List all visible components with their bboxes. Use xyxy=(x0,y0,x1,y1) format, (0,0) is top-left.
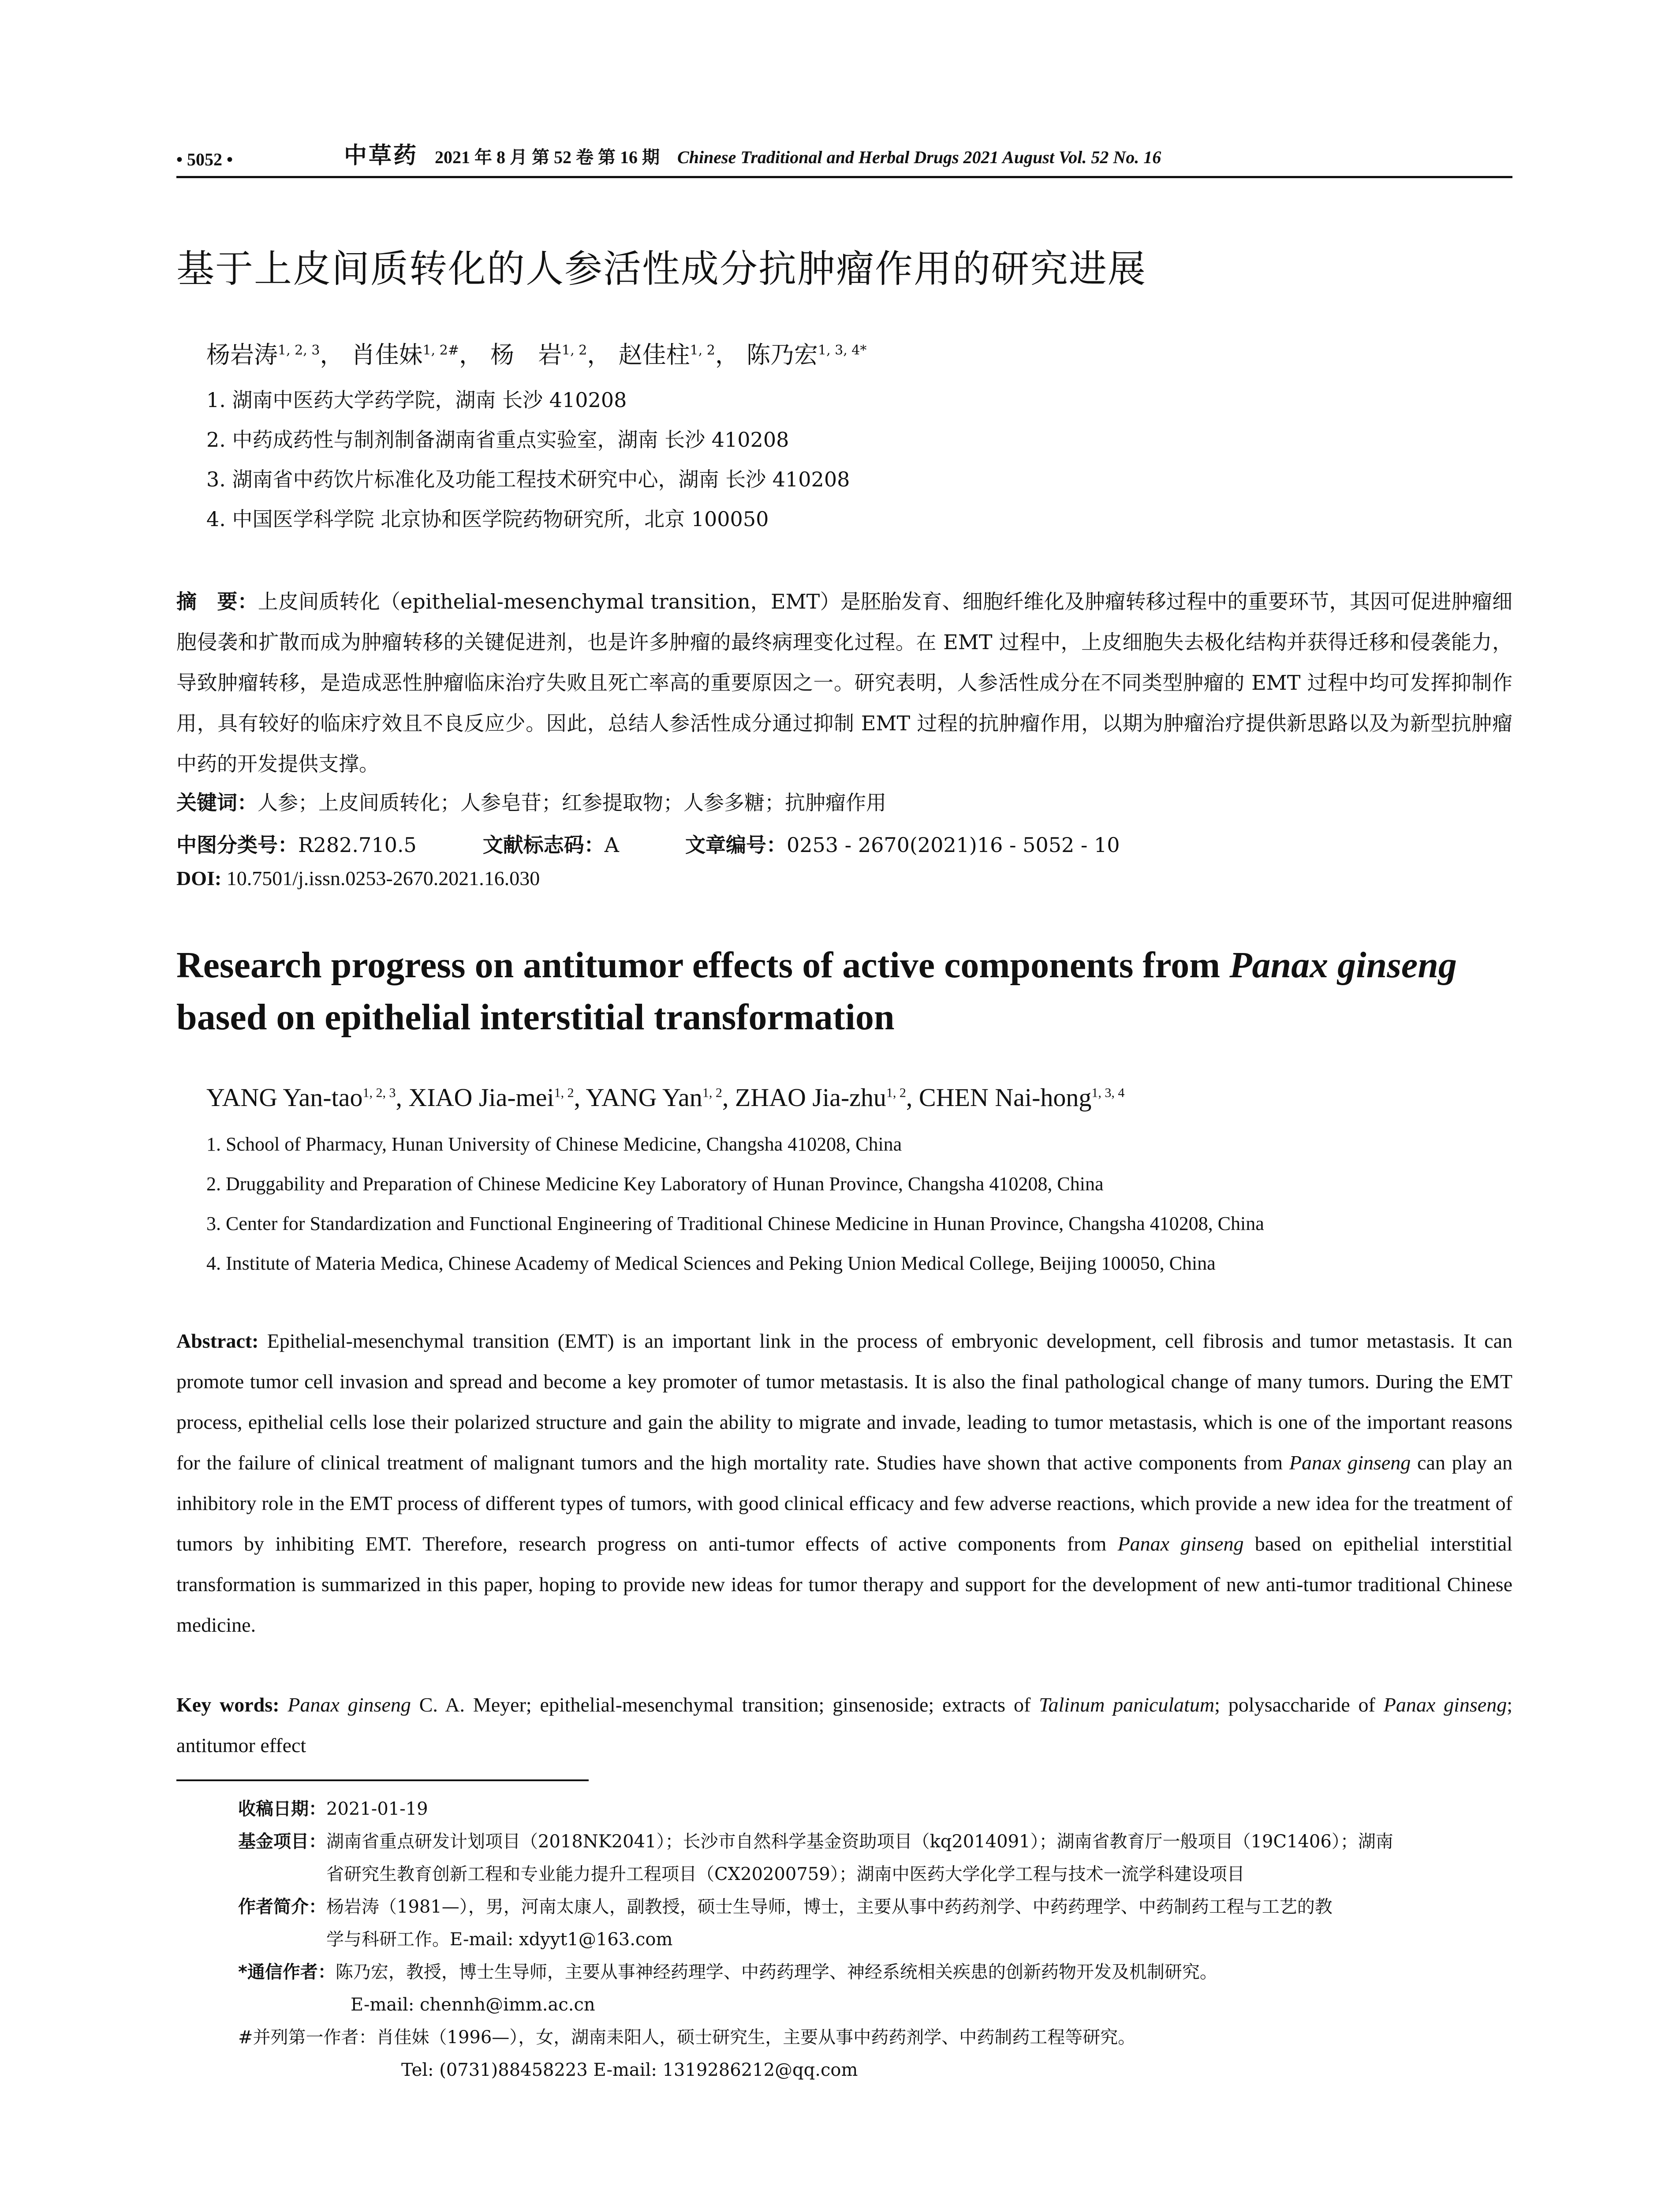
author-en: ZHAO Jia-zhu xyxy=(735,1083,886,1112)
clc-label: 中图分类号： xyxy=(176,833,298,857)
affiliation-en: 1. School of Pharmacy, Hunan University of Chinese Medicine, Changsha 410208, China xyxy=(206,1133,902,1155)
clc-value: R282.710.5 xyxy=(298,833,417,857)
journal-name-cn: 中草药 xyxy=(344,142,418,169)
author-en: YANG Yan-tao xyxy=(206,1083,363,1112)
affiliation-en: 4. Institute of Materia Medica, Chinese Academy of Medical Sciences and Peking Union Medical College, Beijing 100050, China xyxy=(206,1252,1216,1274)
abstract-cn-text: 上皮间质转化（epithelial-mesenchymal transition，EMT）是胚胎发育、细胞纤维化及肿瘤转移过程中的重要环节，其因可促进肿瘤细胞侵袭和扩散而成为肿瘤转移的关键促进剂，也是许多肿瘤的最终病理变化过程。在 EMT 过程中，上皮细胞失去极化结构并获得迁移和侵袭能力，导致肿瘤转移，是造成恶性肿瘤临床治疗失败且死亡率高的重要原因之一。研究表明，人参活性成分在不同类型肿瘤的 EMT 过程中均可发挥抑制作用，具有较好的临床疗效且不良反应少。因此，总结人参活性成分通过抑制 EMT 过程的抗肿瘤作用，以期为肿瘤治疗提供新思路以及为新型抗肿瘤中药的开发提供支撑。 xyxy=(176,590,1513,776)
author-affil-marker: 1, 2, 3 xyxy=(362,1085,396,1100)
running-header xyxy=(176,140,1512,178)
doc-code-value: A xyxy=(604,833,619,857)
corresponding-email: E-mail: chennh@imm.ac.cn xyxy=(351,1995,595,2015)
article-title-cn: 基于上皮间质转化的人参活性成分抗肿瘤作用的研究进展 xyxy=(176,247,1146,291)
affiliations-en xyxy=(206,1125,1264,1283)
co-first-label: #并列第一作者： xyxy=(238,2027,377,2048)
keywords-en-label: Key words: xyxy=(176,1693,280,1716)
species-name: Panax ginseng xyxy=(1289,1451,1411,1474)
corresponding-text: 陈乃宏，教授，博士生导师，主要从事神经药理学、中药药理学、神经系统相关疾患的创新药物开发及机制研究。 xyxy=(335,1962,1217,1982)
keywords-en-text: ; polysaccharide of xyxy=(1214,1693,1384,1716)
article-title-en xyxy=(176,939,1512,1043)
co-first-text: 肖佳妹（1996—），女，湖南耒阳人，硕士研究生，主要从事中药药剂学、中药制药工程等研究。 xyxy=(376,2027,1136,2048)
classification-line xyxy=(176,829,1186,858)
abstract-en-label: Abstract: xyxy=(176,1330,259,1352)
title-en-part: Research progress on antitumor effects of active components from xyxy=(176,945,1230,986)
author-cn: 杨岩涛 xyxy=(206,341,278,369)
title-en-part: based on epithelial interstitial transformation xyxy=(176,997,895,1038)
fund-line: 省研究生教育创新工程和专业能力提升工程项目（CX20200759）；湖南中医药大学化学工程与技术一流学科建设项目 xyxy=(326,1864,1245,1884)
author-cn: 杨 岩 xyxy=(490,341,562,369)
fund-label: 基金项目： xyxy=(238,1831,326,1852)
species-name: Talinum paniculatum xyxy=(1039,1693,1215,1716)
issue-info-cn: 2021 年 8 月 第 52 卷 第 16 期 xyxy=(435,147,660,167)
doi-link[interactable]: 10.7501/j.issn.0253-2670.2021.16.030 xyxy=(226,867,540,889)
received-value: 2021-01-19 xyxy=(326,1799,428,1819)
doc-code-label: 文献标志码： xyxy=(482,833,605,857)
received-label: 收稿日期： xyxy=(238,1799,326,1819)
abstract-cn xyxy=(176,581,1512,784)
affiliation-cn: 3. 湖南省中药饮片标准化及功能工程技术研究中心，湖南 长沙 410208 xyxy=(206,467,850,491)
author-bio-label: 作者简介： xyxy=(238,1897,326,1917)
author-affil-marker: 1, 3, 4 xyxy=(1091,1085,1125,1100)
author-list-en: YANG Yan-tao$^{1, 2, 3}$, XIAO Jia-mei$^{1, 2}$, YANG Yan$^{1, 2}$, ZHAO Jia-zhu$^{1, 2}$, CHEN Nai-hong$^{1, 3, 4}$ xyxy=(206,1083,1125,1112)
affiliation-cn: 1. 湖南中医药大学药学院，湖南 长沙 410208 xyxy=(206,388,627,412)
affiliation-en: 3. Center for Standardization and Functional Engineering of Traditional Chinese Medicine in Hunan Province, Changsha 410208, China xyxy=(206,1213,1264,1234)
species-name: Panax ginseng xyxy=(1117,1532,1244,1555)
author-affil-marker: 1, 3, 4* xyxy=(818,343,867,358)
abstract-en-text: can play an inhibitory role in the EMT process of different types of tumors, with good clinical efficacy and few adverse reactions, which provide a new idea for the treatment of tumors by inhibiting EMT. Therefore, research progress on anti-tumor effects of active components from xyxy=(176,1451,1512,1555)
author-bio-line: 杨岩涛（1981—），男，河南太康人，副教授，硕士生导师，博士，主要从事中药药剂学、中药药理学、中药制药工程与工艺的教 xyxy=(326,1897,1333,1917)
keywords-cn-label: 关键词： xyxy=(176,791,258,815)
co-first-contact: Tel: (0731)88458223 E-mail: 1319286212@qq.com xyxy=(401,2060,858,2080)
abstract-cn-label: 摘 要： xyxy=(176,590,258,613)
keywords-en-text: ; antitumor effect xyxy=(176,1693,1512,1757)
article-number-label: 文章编号： xyxy=(685,833,787,857)
affiliations-cn xyxy=(206,380,850,539)
affiliation-cn: 2. 中药成药性与制剂制备湖南省重点实验室，湖南 长沙 410208 xyxy=(206,428,789,452)
keywords-en-text: C. A. Meyer; epithelial-mesenchymal transition; ginsenoside; extracts of xyxy=(411,1693,1039,1716)
fund-line: 湖南省重点研发计划项目（2018NK2041）；长沙市自然科学基金资助项目（kq2014091）；湖南省教育厅一般项目（19C1406）；湖南 xyxy=(326,1831,1393,1852)
author-affil-marker: 1, 2 xyxy=(554,1085,574,1100)
fund-info xyxy=(238,1825,1512,1891)
keywords-en xyxy=(176,1685,1512,1766)
author-cn: 赵佳柱 xyxy=(618,341,690,369)
footnotes xyxy=(238,1793,1512,2086)
author-en: XIAO Jia-mei xyxy=(408,1083,554,1112)
author-affil-marker: 1, 2 xyxy=(562,343,587,358)
affiliation-cn: 4. 中国医学科学院 北京协和医学院药物研究所，北京 100050 xyxy=(206,507,769,531)
fund-text xyxy=(326,1825,1512,1891)
author-bio xyxy=(238,1891,1512,1956)
abstract-en xyxy=(176,1321,1512,1645)
author-bio-line: 学与科研工作。E-mail: xdyyt1@163.com xyxy=(326,1929,673,1950)
affiliation-en: 2. Druggability and Preparation of Chinese Medicine Key Laboratory of Hunan Province, Changsha 410208, China xyxy=(206,1173,1104,1195)
author-cn: 肖佳妹 xyxy=(351,341,423,369)
author-en: YANG Yan xyxy=(586,1083,702,1112)
article-number-value: 0253 - 2670(2021)16 - 5052 - 10 xyxy=(786,833,1120,857)
author-bio-text xyxy=(326,1891,1512,1956)
co-first-author xyxy=(238,2021,1512,2054)
author-list-cn: 杨岩涛$^{1, 2, 3}$， 肖佳妹$^{1, 2\#}$， 杨 岩$^{1, 2}$， 赵佳柱$^{1, 2}$， 陈乃宏$^{1, 3, 4*}$ xyxy=(206,341,867,369)
species-name: Panax ginseng xyxy=(1383,1693,1507,1716)
author-affil-marker: 1, 2# xyxy=(422,343,459,358)
corresponding-author xyxy=(238,1956,1512,1988)
journal-info xyxy=(344,137,1512,170)
abstract-en-text: Epithelial-mesenchymal transition (EMT) is an important link in the process of embryonic development, cell fibrosis and tumor metastasis. It can promote tumor cell invasion and spread and become a key promoter of tumor metastasis. It is also the final pathological change of many tumors. During the EMT process, epithelial cells lose their polarized structure and gain the ability to migrate and invade, leading to tumor metastasis, which is one of the important reasons for the failure of clinical treatment of malignant tumors and the high mortality rate. Studies have shown that active components from xyxy=(176,1330,1512,1474)
author-affil-marker: 1, 2 xyxy=(690,343,715,358)
author-cn: 陈乃宏 xyxy=(746,341,818,369)
journal-name-en: Chinese Traditional and Herbal Drugs 2021 August Vol. 52 No. 16 xyxy=(677,147,1161,167)
keywords-cn-text: 人参；上皮间质转化；人参皂苷；红参提取物；人参多糖；抗肿瘤作用 xyxy=(258,791,886,815)
doi-line xyxy=(176,867,540,890)
author-affil-marker: 1, 2, 3 xyxy=(278,343,320,358)
footnote-divider xyxy=(176,1779,589,1781)
species-name: Panax ginseng xyxy=(287,1693,411,1716)
author-affil-marker: 1, 2 xyxy=(886,1085,906,1100)
author-affil-marker: 1, 2 xyxy=(702,1085,722,1100)
received-date xyxy=(238,1793,1512,1825)
page-number: • 5052 • xyxy=(176,149,233,169)
corresponding-label: *通信作者： xyxy=(238,1962,336,1982)
title-en-species: Panax ginseng xyxy=(1229,945,1457,986)
abstract-en-text: based on epithelial interstitial transformation is summarized in this paper, hoping to provide new ideas for tumor therapy and support for the development of new anti-tumor traditional Chinese medicine. xyxy=(176,1532,1512,1636)
keywords-cn xyxy=(176,787,886,816)
doi-label: DOI: xyxy=(176,867,222,889)
author-en: CHEN Nai-hong xyxy=(918,1083,1092,1112)
